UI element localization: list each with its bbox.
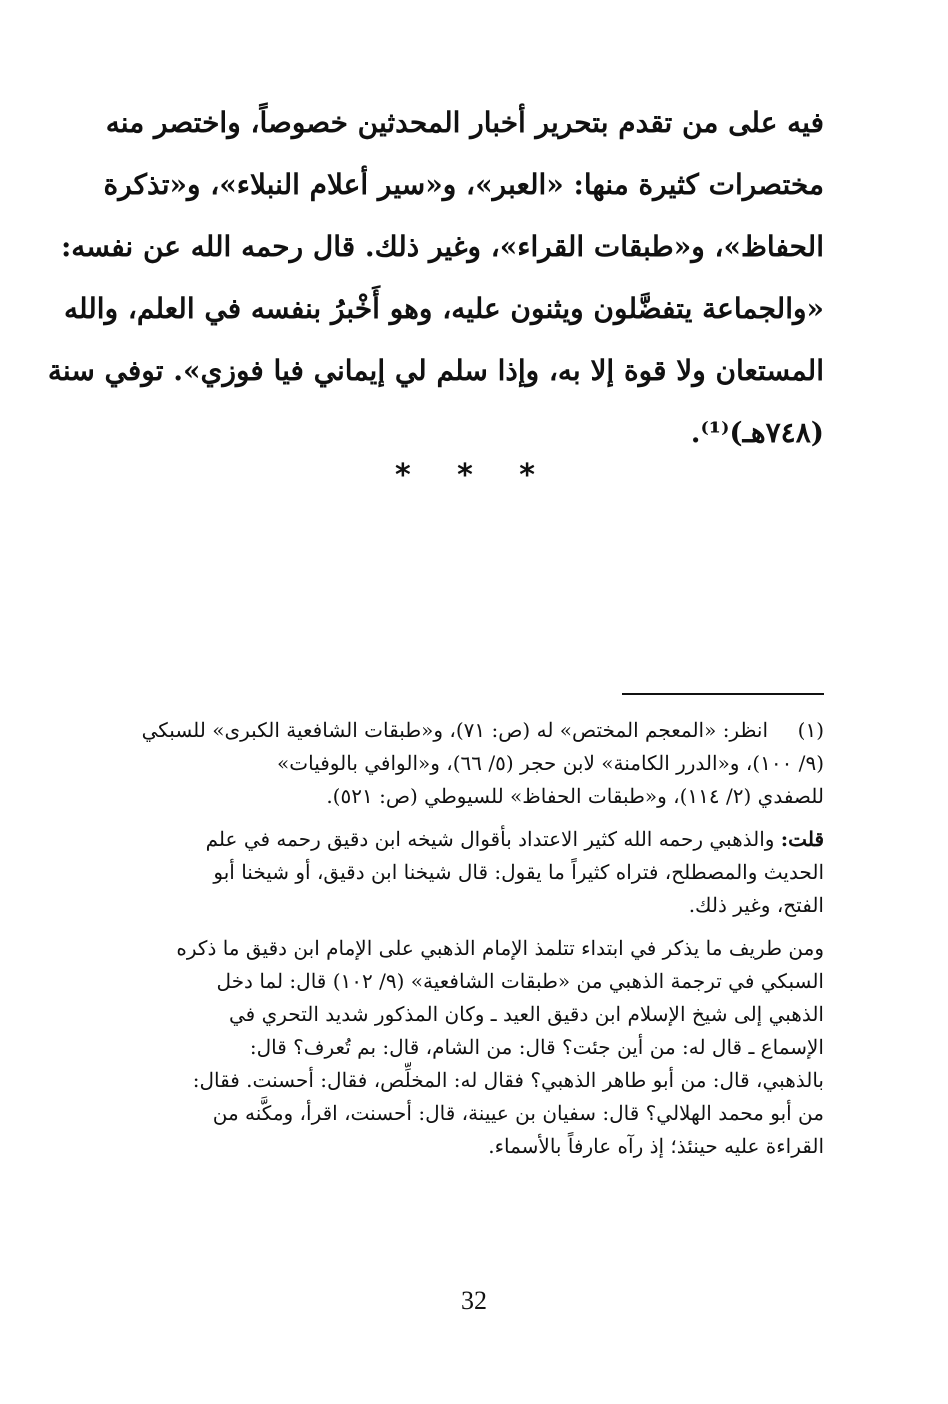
footnote-line: للصفدي (٢/ ١١٤)، و«طبقات الحفاظ» للسيوطي (ص: ٥٢١). (326, 784, 824, 808)
footnote-line (108, 714, 824, 747)
paragraph-line: فيه على من تقدم بتحرير أخبار المحدثين خصوصاً، واختصر منه (105, 106, 824, 139)
footnote-line: السبكي في ترجمة الذهبي من «طبقات الشافعية» (٩/ ١٠٢) قال: لما دخل (216, 969, 824, 993)
paragraph-line: مختصرات كثيرة منها: «العبر»، و«سير أعلام النبلاء»، و«تذكرة (103, 168, 824, 201)
footnote-line: (٩/ ١٠٠)، و«الدرر الكامنة» لابن حجر (٥/ ٦٦)، و«الوافي بالوفيات» (277, 751, 824, 775)
footnote-text: والذهبي رحمه الله كثير الاعتداد بأقوال شيخه ابن دقيق رحمه في علم (205, 827, 781, 851)
footnote-line (108, 823, 824, 856)
footnote-note (108, 823, 824, 922)
footnote-line: الإسماع ـ قال له: من أين جئت؟ قال: من الشام، قال: بم تُعرف؟ قال: (249, 1035, 824, 1059)
main-paragraph (47, 92, 824, 464)
footnote-line: الذهبي إلى شيخ الإسلام ابن دقيق العيد ـ وكان المذكور شديد التحري في (229, 1002, 824, 1026)
footnote-story (108, 932, 824, 1163)
paragraph-line: المستعان ولا قوة إلا به، وإذا سلم لي إيماني فيا فوزي». توفي سنة (47, 354, 824, 387)
footnote-line: القراءة عليه حينئذ؛ إذ رآه عارفاً بالأسماء. (488, 1134, 824, 1158)
footnote-marker: (١) (797, 718, 824, 742)
footnote-line: الحديث والمصطلح، فتراه كثيراً ما يقول: قال شيخنا ابن دقيق، أو شيخنا أبو (213, 860, 824, 884)
section-separator: * * * (395, 458, 553, 493)
paragraph-line: (٧٤٨هـ)⁽¹⁾. (690, 416, 824, 449)
paragraph-line: «والجماعة يتفضَّلون ويثنون عليه، وهو أَخْبرُ بنفسه في العلم، والله (63, 292, 824, 325)
footnote-text: انظر: «المعجم المختص» له (ص: ٧١)، و«طبقات الشافعية الكبرى» للسبكي (141, 718, 768, 742)
footnote-divider (622, 693, 824, 695)
footnote-line: من أبو محمد الهلالي؟ قال: سفيان بن عيينة، قال: أحسنت، اقرأ، ومكَّنه من (212, 1101, 824, 1125)
footnotes-section (108, 714, 824, 1173)
footnote-line: ومن طريف ما يذكر في ابتداء تتلمذ الإمام الذهبي على الإمام ابن دقيق ما ذكره (176, 936, 824, 960)
footnote-1 (108, 714, 824, 813)
footnote-line: بالذهبي، قال: من أبو طاهر الذهبي؟ فقال له: المخلِّص، فقال: أحسنت. فقال: (192, 1068, 824, 1092)
note-label: قلت: (780, 827, 824, 851)
footnote-line: الفتح، وغير ذلك. (688, 893, 824, 917)
page-number: 32 (461, 1286, 487, 1315)
paragraph-line: الحفاظ»، و«طبقات القراء»، وغير ذلك. قال رحمه الله عن نفسه: (60, 230, 824, 263)
